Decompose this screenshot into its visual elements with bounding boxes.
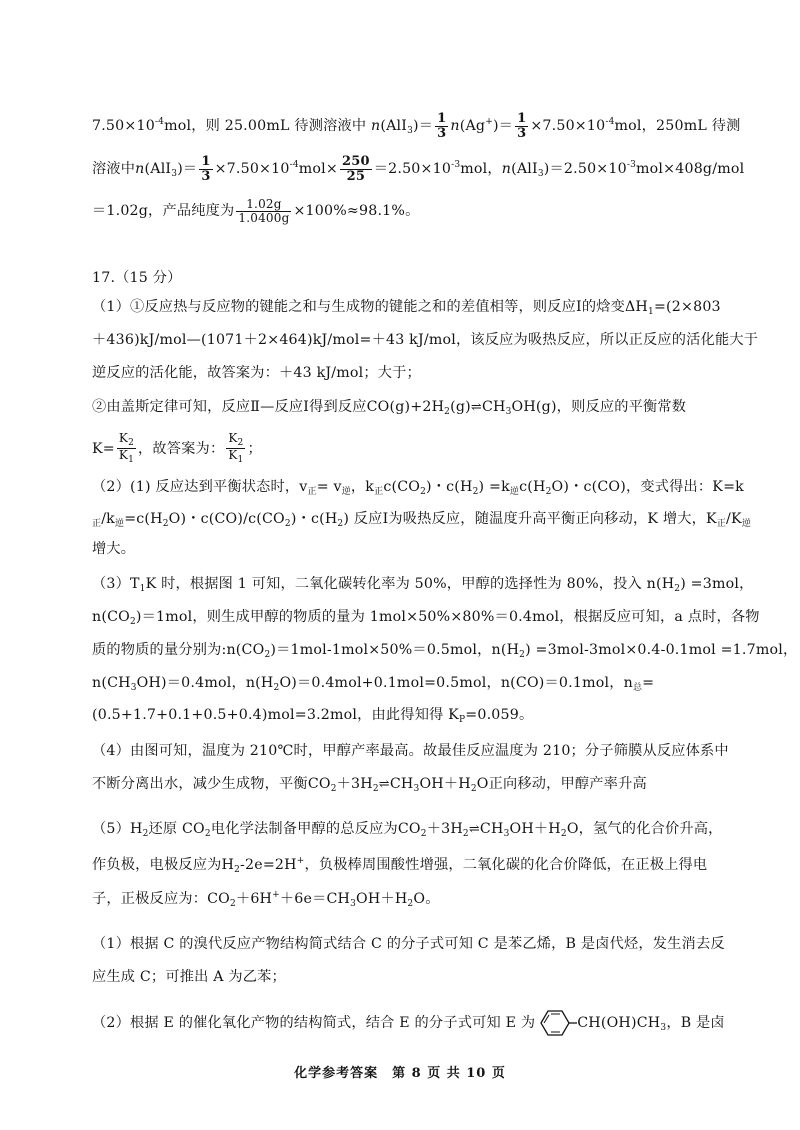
fraction-k2-k1: $\frac{K_2}{K_1}$ <box>118 431 134 466</box>
text-line: ②由盖斯定律可知，反应Ⅱ—反应Ⅰ得到反应$CO(g)+2H_2(g)\rightleftharpoons CH_3OH(g)$，则反应的平衡常数 <box>92 399 687 417</box>
italic-n: n <box>450 118 460 135</box>
text-line-3 <box>92 198 419 224</box>
superscript: -4 <box>605 117 615 128</box>
text: (AlI <box>511 161 538 178</box>
text-line: （1）①反应热与反应物的键能之和与生成物的键能之和的差值相等，则反应Ⅰ的焓变$\Delta H_1=(2\times 803$ <box>92 299 721 317</box>
subscript: 3 <box>537 169 544 180</box>
text-line: $(3)T_1K$ 时，根据图 1 可知，二氧化碳转化率为 50%，甲醇的选择性为 80%，投入 $n(H_2) =3mol$， <box>92 576 754 594</box>
subscript: 3 <box>171 169 178 180</box>
text: mol，250mL 待测 <box>614 118 741 135</box>
page-footer: 化学参考答案 第 8 页 共 10 页 <box>294 1066 506 1081</box>
superscript: -3 <box>626 160 637 171</box>
text: ×100%≈98.1%。 <box>293 203 420 220</box>
italic-n: n <box>135 161 145 178</box>
equilibrium-arrow-icon: ⇌ <box>470 400 482 415</box>
text: (Ag <box>459 118 486 135</box>
text: mol， <box>460 161 502 178</box>
benzene-ring-icon <box>535 1008 577 1038</box>
text-line: (0.5+1.7+0.1+0.5+0.4)mol=3.2mol，由此得知得 $K_P=0.059$。 <box>92 707 534 725</box>
text-line: $(5)H_2$还原 $CO_2$电化学法制备甲醇的总反应为$CO_2+3H_2\rightleftharpoons CH_3OH+H_2O$，氢气的化合价升高， <box>92 821 723 839</box>
text-line: （4）由图可知，温度为 210℃时，甲醇产率最高。故最佳反应温度为 210；分子筛膜从反应体系中 <box>92 743 729 759</box>
text: 溶液中 <box>92 161 136 178</box>
superscript: -3 <box>451 160 461 171</box>
text: )＝2.50×10 <box>543 161 627 178</box>
text: mol×408g/mol <box>636 161 745 178</box>
text-line: 子，正极反应为：$CO_2+6H^++6e=CH_3OH+H_2O$。 <box>92 890 440 909</box>
text-line: （2）根据 E 的催化氧化产物的结构简式，结合 E 的分子式可知 E 为 $CH(OH)CH_3$，B 是卤 <box>92 1008 725 1038</box>
text-line: $n(CO_2)=1mol$，则生成甲醇的物质的量为 1mol×50%×80%＝0.4mol，根据反应可知，a 点时，各物 <box>92 609 760 627</box>
question-heading-17: 17.（15 分） <box>92 270 182 286</box>
italic-n: n <box>370 118 381 135</box>
text-line-1 <box>92 112 740 140</box>
text: ×7.50×10 <box>530 118 606 135</box>
text-line: 逆反应的活化能，故答案为：＋43 kJ/mol；大于； <box>92 365 421 381</box>
fraction-one-third: $\frac{1}{3}$ <box>201 154 211 184</box>
text-line: K= $\frac{K_2}{K_1}$ ，故答案为： $\frac{K_2}{K_1}$ ； <box>92 431 262 466</box>
text: )＝ <box>177 161 198 178</box>
text: (AlI <box>144 161 172 178</box>
text: mol，则 25.00mL 待测溶液中 <box>164 118 367 135</box>
text-line-2 <box>92 155 744 183</box>
fraction-250-25: $\frac{250}{25}$ <box>342 154 370 184</box>
text-line: （1）根据 C 的溴代反应产物结构简式结合 C 的分子式可知 C 是苯乙烯，B 是卤代烃，发生消去反 <box>92 936 725 952</box>
text: (AlI <box>380 118 408 135</box>
text-line: （2）(1) 反应达到平衡状态时，$v_正= v_逆$，$k_正c(CO_2)$・$c(H_2) =k_逆c(H_2O)$・c(CO)，变式得出：K=k <box>92 479 744 497</box>
fraction-one-third: $\frac{1}{3}$ <box>517 111 527 141</box>
text-line: 增大。 <box>92 541 136 557</box>
superscript: -4 <box>289 160 299 171</box>
fraction-purity: $\frac{1.02g}{1.0400g}$ <box>238 197 290 225</box>
text: )＝ <box>413 118 434 135</box>
text: 7.50×10 <box>92 118 155 135</box>
text-line: 质的物质的量分别为$:n(CO_2)=1mol-1mol\times 50\%=0.5mol$，$n(H_2) =3mol-3mol\times 0.4-0.1mol =1.7mol$， <box>92 642 798 660</box>
equilibrium-arrow-icon: ⇌ <box>468 822 480 837</box>
text-line: 不断分离出水，减少生成物，平衡$CO_2+3H_2\rightleftharpoons CH_3OH+H_2O$正向移动，甲醇产率升高 <box>92 776 647 794</box>
text-line: $_正/k_逆=c(H_2O)$・$c(CO)/c(CO_2)$・$c(H_2)$ 反应Ⅰ为吸热反应，随温度升高平衡正向移动，K 增大，$K_正/K_逆$ <box>92 511 752 529</box>
italic-n: n <box>501 161 512 178</box>
superscript: -4 <box>154 117 165 128</box>
subscript: 3 <box>407 126 413 137</box>
text: mol× <box>298 161 338 178</box>
text: ＝2.50×10 <box>373 161 452 178</box>
text: )＝ <box>492 118 514 135</box>
text: ＝1.02g，产品纯度为 <box>92 203 235 220</box>
text-line: $n(CH_3OH)=0.4mol$，$n(H_2O)=0.4mol+0.1mol=0.5mol$，n(CO)＝0.1mol，$n_总=$ <box>92 675 655 693</box>
text-line: 应生成 C；可推出 A 为乙苯； <box>92 969 286 985</box>
text: ×7.50×10 <box>214 161 290 178</box>
text-line: ＋436)kJ/mol—(1071＋2×464)kJ/mol=＋43 kJ/mol，该反应为吸热反应，所以正反应的活化能大于 <box>92 332 759 348</box>
superscript: + <box>485 117 493 128</box>
fraction-k2-k1: $\frac{K_2}{K_1}$ <box>228 431 244 466</box>
text-line: 作负极，电极反应为$H_2-2e=2H^+$，负极棒周围酸性增强，二氧化碳的化合价降低，在正极上得电 <box>92 856 708 875</box>
fraction-one-third: $\frac{1}{3}$ <box>437 111 447 141</box>
equilibrium-arrow-icon: ⇌ <box>378 777 390 792</box>
